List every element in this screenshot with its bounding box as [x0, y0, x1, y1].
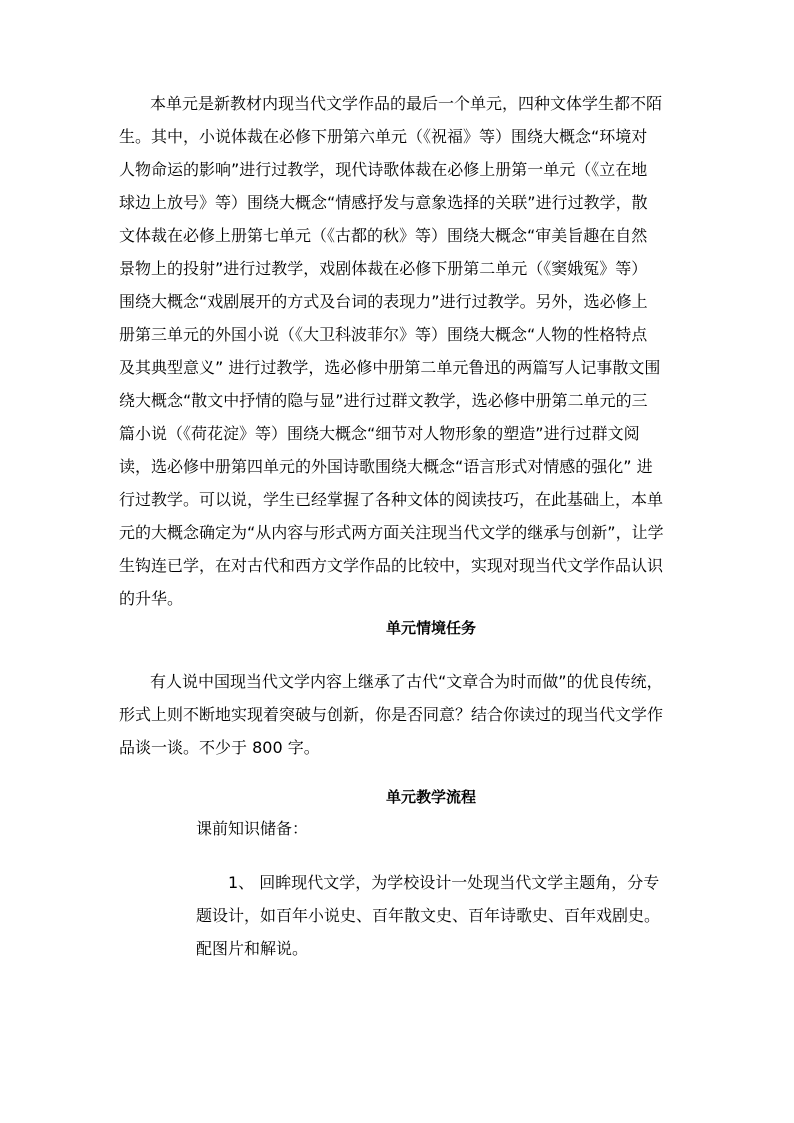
text-line: 及其典型意义” 进行过教学，选必修中册第二单元鲁迅的两篇写人记事散文围 — [119, 358, 661, 377]
text-line: 围绕大概念“戏剧展开的方式及台词的表现力”进行过教学。另外，选必修上 — [119, 292, 648, 311]
text-line: 品谈一谈。不少于 800 字。 — [119, 738, 320, 757]
section-heading-task: 单元情境任务 — [386, 619, 477, 637]
text-line: 篇小说（《荷花淀》等）围绕大概念“细节对人物形象的塑造”进行过群文阅 — [119, 424, 640, 443]
text-line: 元的大概念确定为“从内容与形式两方面关注现当代文学的继承与创新”，让学 — [119, 523, 664, 542]
text-line: 文体裁在必修上册第七单元（《古都的秋》等）围绕大概念“审美旨趣在自然 — [119, 226, 648, 245]
text-line: 形式上则不断地实现着突破与创新，你是否同意？结合你读过的现当代文学作 — [119, 705, 664, 724]
text-line: 球边上放号》等）围绕大概念“情感抒发与意象选择的关联”进行过教学，散 — [119, 193, 648, 212]
section-heading-flow: 单元教学流程 — [386, 788, 477, 806]
text-line: 景物上的投射”进行过教学，戏剧体裁在必修下册第二单元（《窦娥冤》等） — [119, 259, 648, 278]
prep-label: 课前知识储备： — [196, 819, 309, 838]
text-line: 题设计，如百年小说史、百年散文史、百年诗歌史、百年戏剧史。 — [196, 906, 661, 925]
text-line: 人物命运的影响”进行过教学，现代诗歌体裁在必修上册第一单元（《立在地 — [119, 160, 648, 179]
text-line: 1、 回眸现代文学，为学校设计一处现当代文学主题角，分专 — [228, 873, 660, 892]
text-line: 读，选必修中册第四单元的外国诗歌围绕大概念“语言形式对情感的强化” 进 — [119, 457, 653, 476]
text-line: 绕大概念“散文中抒情的隐与显”进行过群文教学，选必修中册第二单元的三 — [119, 391, 648, 410]
text-line: 行过教学。可以说，学生已经掌握了各种文体的阅读技巧，在此基础上，本单 — [119, 490, 664, 509]
text-line: 的升华。 — [119, 589, 184, 608]
text-line: 生。其中，小说体裁在必修下册第六单元（《祝福》等）围绕大概念“环境对 — [119, 127, 648, 146]
text-line: 有人说中国现当代文学内容上继承了古代“文章合为时而做”的优良传统， — [150, 672, 663, 691]
text-line: 册第三单元的外国小说（《大卫科波菲尔》等）围绕大概念“人物的性格特点 — [119, 325, 648, 344]
text-line: 配图片和解说。 — [196, 939, 309, 958]
text-line: 本单元是新教材内现当代文学作品的最后一个单元，四种文体学生都不陌 — [150, 94, 663, 113]
text-line: 生钩连已学，在对古代和西方文学作品的比较中，实现对现当代文学作品认识 — [119, 556, 664, 575]
